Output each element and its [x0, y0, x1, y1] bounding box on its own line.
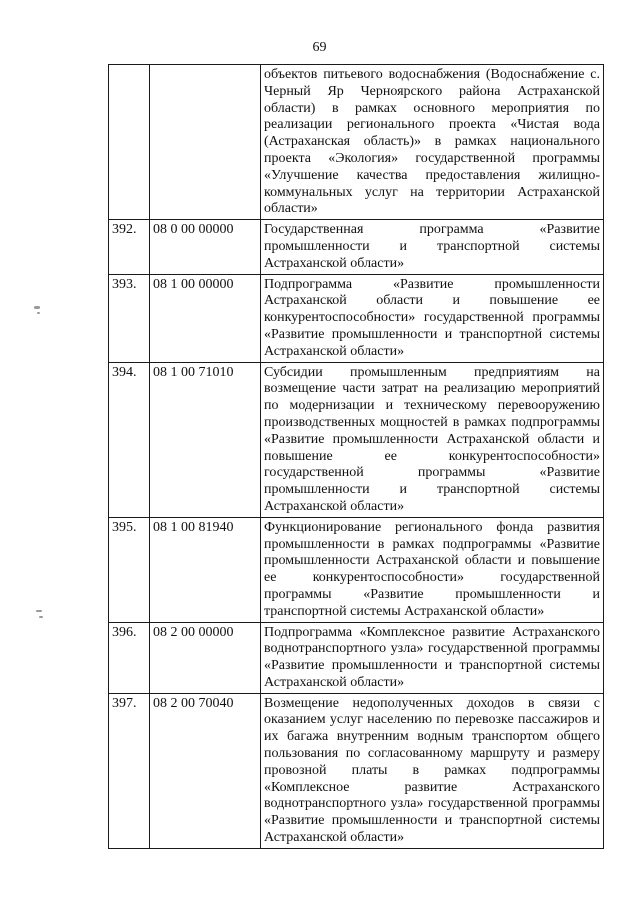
- item-name-cell: Государственная программа «Развитие промышленности и транспортной системы Астраханской области»: [261, 220, 604, 274]
- item-name-cell: Подпрограмма «Комплексное развитие Астраханского воднотранспортного узла» государственной программы «Развитие промышленности и транспортной системы Астраханской области»: [261, 622, 604, 693]
- table-row: [109, 274, 604, 362]
- row-number-cell: [109, 65, 150, 220]
- table-row: [109, 65, 604, 220]
- budget-code-cell: 08 0 00 00000: [150, 220, 261, 274]
- row-number-cell: 397.: [109, 693, 150, 848]
- budget-code-cell: [150, 65, 261, 220]
- page-number: 69: [312, 40, 327, 55]
- row-number-cell: 393.: [109, 274, 150, 362]
- item-name-cell: объектов питьевого водоснабжения (Водоснабжение с. Черный Яр Черноярского района Астраханской области) в рамках основного мероприятия по реализации регионального проекта «Чистая вода (Астраханская область)» в рамках национального проекта «Экология» государственной программы «Улучшение качества предоставления жилищно-коммунальных услуг на территории Астраханской области»: [261, 65, 604, 220]
- table-row: [109, 622, 604, 693]
- table-row: [109, 362, 604, 517]
- scan-speck: [37, 312, 40, 314]
- scan-speck: [34, 306, 40, 309]
- budget-classification-table: [108, 64, 604, 849]
- table-row: [109, 693, 604, 848]
- row-number-cell: 392.: [109, 220, 150, 274]
- budget-code-cell: 08 1 00 71010: [150, 362, 261, 517]
- budget-code-cell: 08 2 00 00000: [150, 622, 261, 693]
- table-row: [109, 220, 604, 274]
- budget-code-cell: 08 1 00 81940: [150, 517, 261, 622]
- row-number-cell: 396.: [109, 622, 150, 693]
- row-number-cell: 394.: [109, 362, 150, 517]
- scan-speck: [36, 610, 42, 612]
- item-name-cell: Возмещение недополученных доходов в связи с оказанием услуг населению по перевозке пассажиров и их багажа внутренним водным транспортом общего пользования по согласованному маршруту и размеру провозной платы в рамках подпрограммы «Комплексное развитие Астраханского воднотранспортного узла» государственной программы «Развитие промышленности и транспортной системы Астраханской области»: [261, 693, 604, 848]
- budget-code-cell: 08 2 00 70040: [150, 693, 261, 848]
- scan-speck: [39, 616, 43, 618]
- item-name-cell: Функционирование регионального фонда развития промышленности в рамках подпрограммы «Развитие промышленности Астраханской области и повышение ее конкурентоспособности» государственной программы «Развитие промышленности и транспортной системы Астраханской области»: [261, 517, 604, 622]
- table-row: [109, 517, 604, 622]
- budget-code-cell: 08 1 00 00000: [150, 274, 261, 362]
- item-name-cell: Субсидии промышленным предприятиям на возмещение части затрат на реализацию мероприятий по модернизации и техническому перевооружению производственных мощностей в рамках подпрограммы «Развитие промышленности Астраханской области и повышение ее конкурентоспособности» государственной программы «Развитие промышленности и транспортной системы Астраханской области»: [261, 362, 604, 517]
- row-number-cell: 395.: [109, 517, 150, 622]
- item-name-cell: Подпрограмма «Развитие промышленности Астраханской области и повышение ее конкурентоспособности» государственной программы «Развитие промышленности и транспортной системы Астраханской области»: [261, 274, 604, 362]
